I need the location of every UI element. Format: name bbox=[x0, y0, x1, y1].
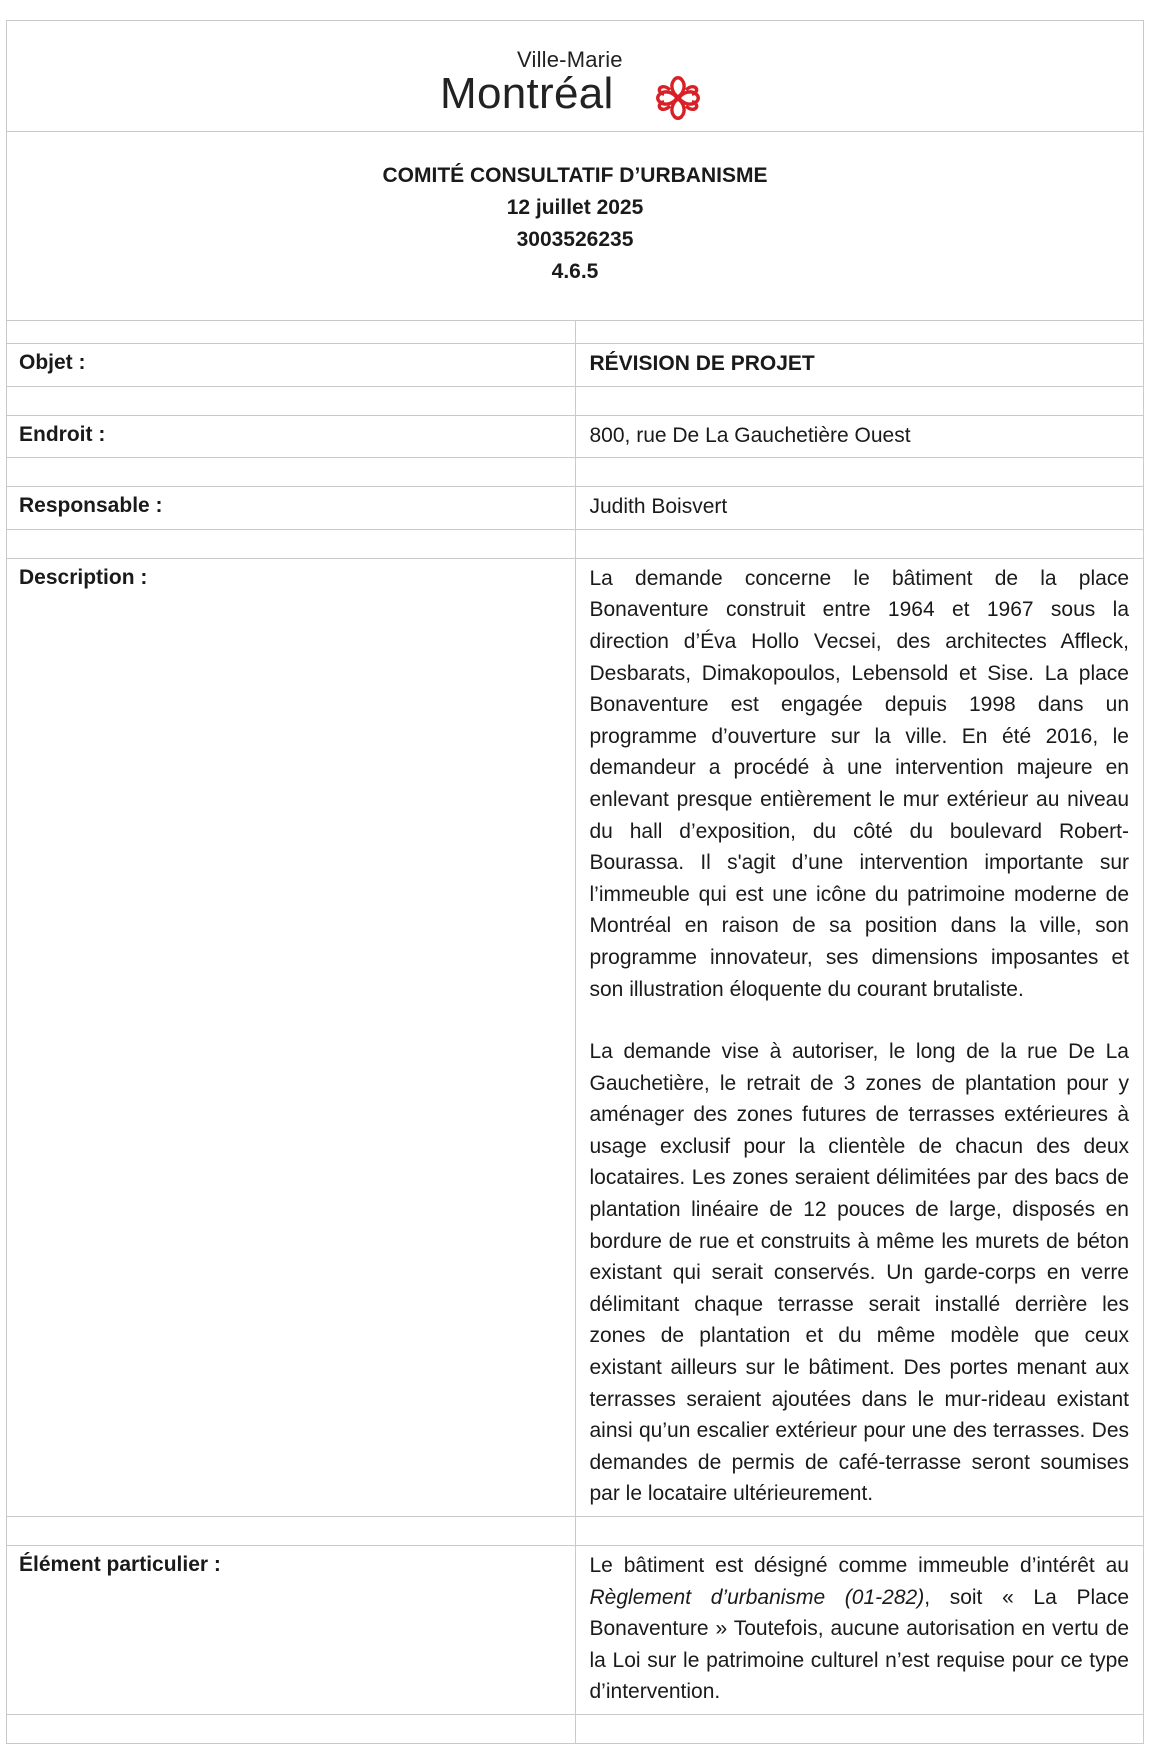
element-regulation-title: Règlement d’urbanisme (01-282) bbox=[589, 1585, 925, 1609]
element-text-2: , soit « La Place Bonaventure » Toutefois, aucune autorisation en vertu de la Loi sur le patrimoine culturel n’est requise pour ce type d’intervention. bbox=[589, 1585, 1129, 1704]
montreal-logo bbox=[440, 43, 720, 123]
document-page bbox=[6, 20, 1144, 1744]
label-description: Description : bbox=[7, 558, 576, 1516]
value-endroit: 800, rue De La Gauchetière Ouest bbox=[575, 415, 1144, 458]
committee-title: COMITÉ CONSULTATIF D’URBANISME bbox=[382, 164, 768, 187]
document-header bbox=[7, 132, 1143, 288]
logo-cell bbox=[7, 21, 1144, 132]
value-objet: RÉVISION DE PROJET bbox=[575, 344, 1144, 387]
element-paragraph bbox=[590, 1550, 1130, 1708]
description-paragraph-2: La demande vise à autoriser, le long de la rue De La Gauchetière, le retrait de 3 zones de plantation pour y aménager des zones futures de terrasses extérieures à usage exclusif pour la clientèle de chacun des deux locataires. Les zones seraient délimitées par des bacs de plantation linéaire de 12 pouces de large, disposés en bordure de rue et construits à même les murets de béton existant qui serait conservés. Un garde-corps en verre délimitant chaque terrasse serait installé derrière les zones de plantation et du même modèle que ceux existant ailleurs sur le bâtiment. Des portes menant aux terrasses seraient ajoutées dans le mur-rideau existant ainsi qu’un escalier extérieur pour une des terrasses. Des demandes de permis de café-terrasse seront soumises par le locataire ultérieurement. bbox=[589, 1040, 1129, 1506]
row-endroit bbox=[7, 415, 1144, 458]
item-number: 4.6.5 bbox=[551, 260, 599, 283]
value-responsable: Judith Boisvert bbox=[575, 487, 1144, 530]
value-element-particulier bbox=[575, 1546, 1144, 1715]
document-table bbox=[6, 20, 1144, 1744]
row-objet bbox=[7, 344, 1144, 387]
label-objet: Objet : bbox=[7, 344, 576, 387]
logo-city: Montréal bbox=[440, 69, 614, 118]
row-responsable bbox=[7, 487, 1144, 530]
meeting-date: 12 juillet 2025 bbox=[506, 196, 644, 219]
file-number: 3003526235 bbox=[516, 228, 634, 251]
header-cell bbox=[7, 132, 1144, 321]
label-endroit: Endroit : bbox=[7, 415, 576, 458]
label-element-particulier: Élément particulier : bbox=[7, 1546, 576, 1715]
element-text-1: Le bâtiment est désigné comme immeuble d’intérêt au bbox=[589, 1554, 1129, 1577]
logo-borough: Ville-Marie bbox=[517, 47, 623, 72]
montreal-rose-icon bbox=[650, 73, 706, 123]
row-element-particulier bbox=[7, 1546, 1144, 1715]
row-description bbox=[7, 558, 1144, 1516]
value-description bbox=[575, 558, 1144, 1516]
label-responsable: Responsable : bbox=[7, 487, 576, 530]
description-paragraph-1: La demande concerne le bâtiment de la place Bonaventure construit entre 1964 et 1967 sous la direction d’Éva Hollo Vecsei, des architectes Affleck, Desbarats, Dimakopoulos, Lebensold et Sise. La place Bonaventure est engagée depuis 1998 dans un programme d’ouverture sur la ville. En été 2016, le demandeur a procédé à une intervention majeure en enlevant presque entièrement le mur extérieur au niveau du hall d’exposition, du côté du boulevard Robert-Bourassa. Il s'agit d’une intervention importante sur l’immeuble qui est une icône du patrimoine moderne de Montréal en raison de sa position dans la ville, son programme innovateur, ses dimensions imposantes et son illustration éloquente du courant brutaliste. bbox=[589, 566, 1129, 1001]
